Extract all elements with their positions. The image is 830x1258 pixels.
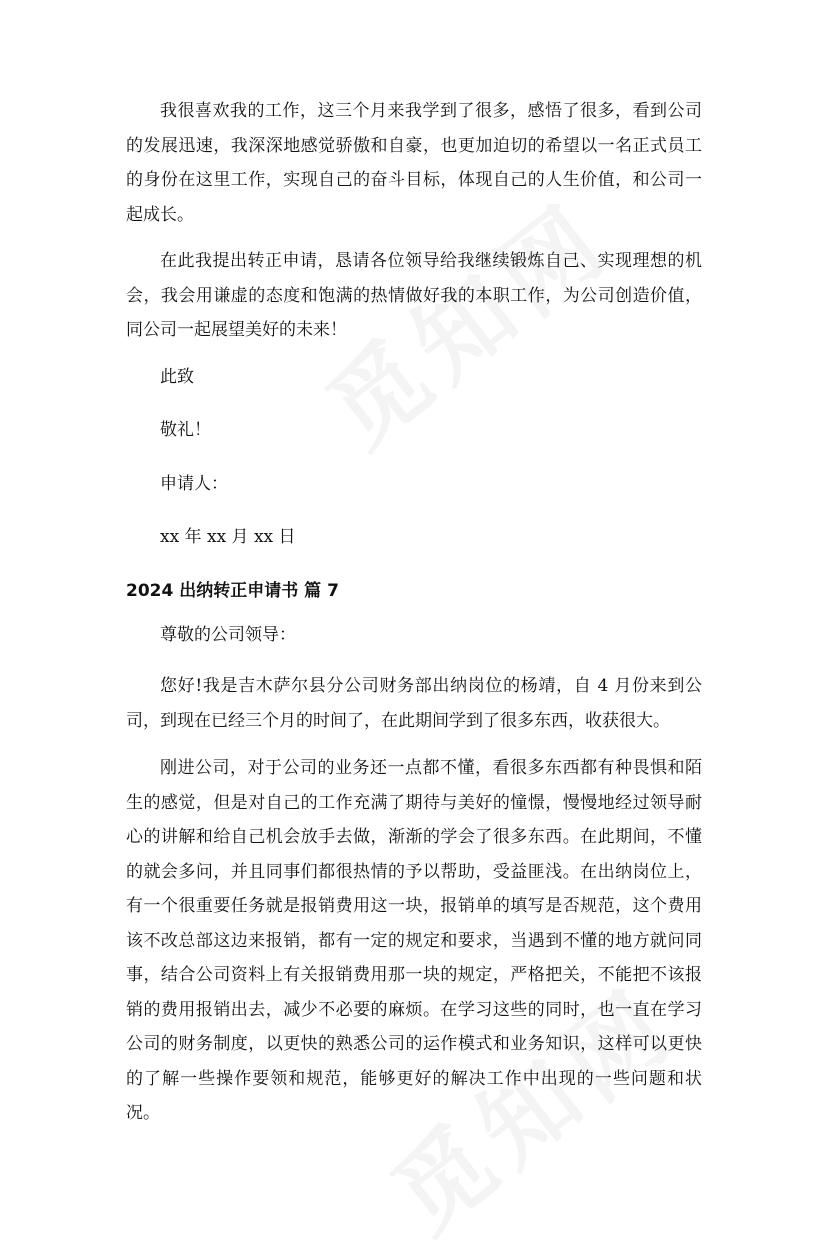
paragraph-introduction: 您好!我是吉木萨尔县分公司财务部出纳岗位的杨靖，自 4 月份来到公司，到现在已经三个月的时间了，在此期间学到了很多东西，收获很大。 <box>126 676 702 731</box>
paragraph-request: 在此我提出转正申请，恳请各位领导给我继续锻炼自己、实现理想的机会，我会用谦虚的态度和饱满的热情做好我的本职工作，为公司创造价值，同公司一起展望美好的未来！ <box>126 251 702 340</box>
section-greeting: 尊敬的公司领导： <box>160 625 296 645</box>
closing-salutation: 此致 <box>160 367 194 387</box>
closing-date: xx 年 xx 月 xx 日 <box>160 527 296 547</box>
closing-applicant: 申请人： <box>160 474 228 494</box>
section-title: 2024 出纳转正申请书 篇 7 <box>126 581 339 601</box>
closing-regards: 敬礼！ <box>160 420 211 440</box>
paragraph-experience: 刚进公司，对于公司的业务还一点都不懂，看很多东西都有种畏惧和陌生的感觉，但是对自己的工作充满了期待与美好的憧憬，慢慢地经过领导耐心的讲解和给自己机会放手去做，渐渐的学会了很多东西。在此期间，不懂的就会多问，并且同事们都很热情的予以帮助，受益匪浅。在出纳岗位上，有一个很重要任务就是报销费用这一块，报销单的填写是否规范，这个费用该不改总部这边来报销，都有一定的规定和要求，当遇到不懂的地方就问同事，结合公司资料上有关报销费用那一块的规定，严格把关，不能把不该报销的费用报销出去，减少不必要的麻烦。在学习这些的同时，也一直在学习公司的财务制度，以更快的熟悉公司的运作模式和业务知识，这样可以更快的了解一些操作要领和规范，能够更好的解决工作中出现的一些问题和状况。 <box>126 758 702 1123</box>
paragraph-work-feelings: 我很喜欢我的工作，这三个月来我学到了很多，感悟了很多，看到公司的发展迅速，我深深地感觉骄傲和自豪，也更加迫切的希望以一名正式员工的身份在这里工作，实现自己的奋斗目标，体现自己的人生价值，和公司一起成长。 <box>126 101 702 225</box>
